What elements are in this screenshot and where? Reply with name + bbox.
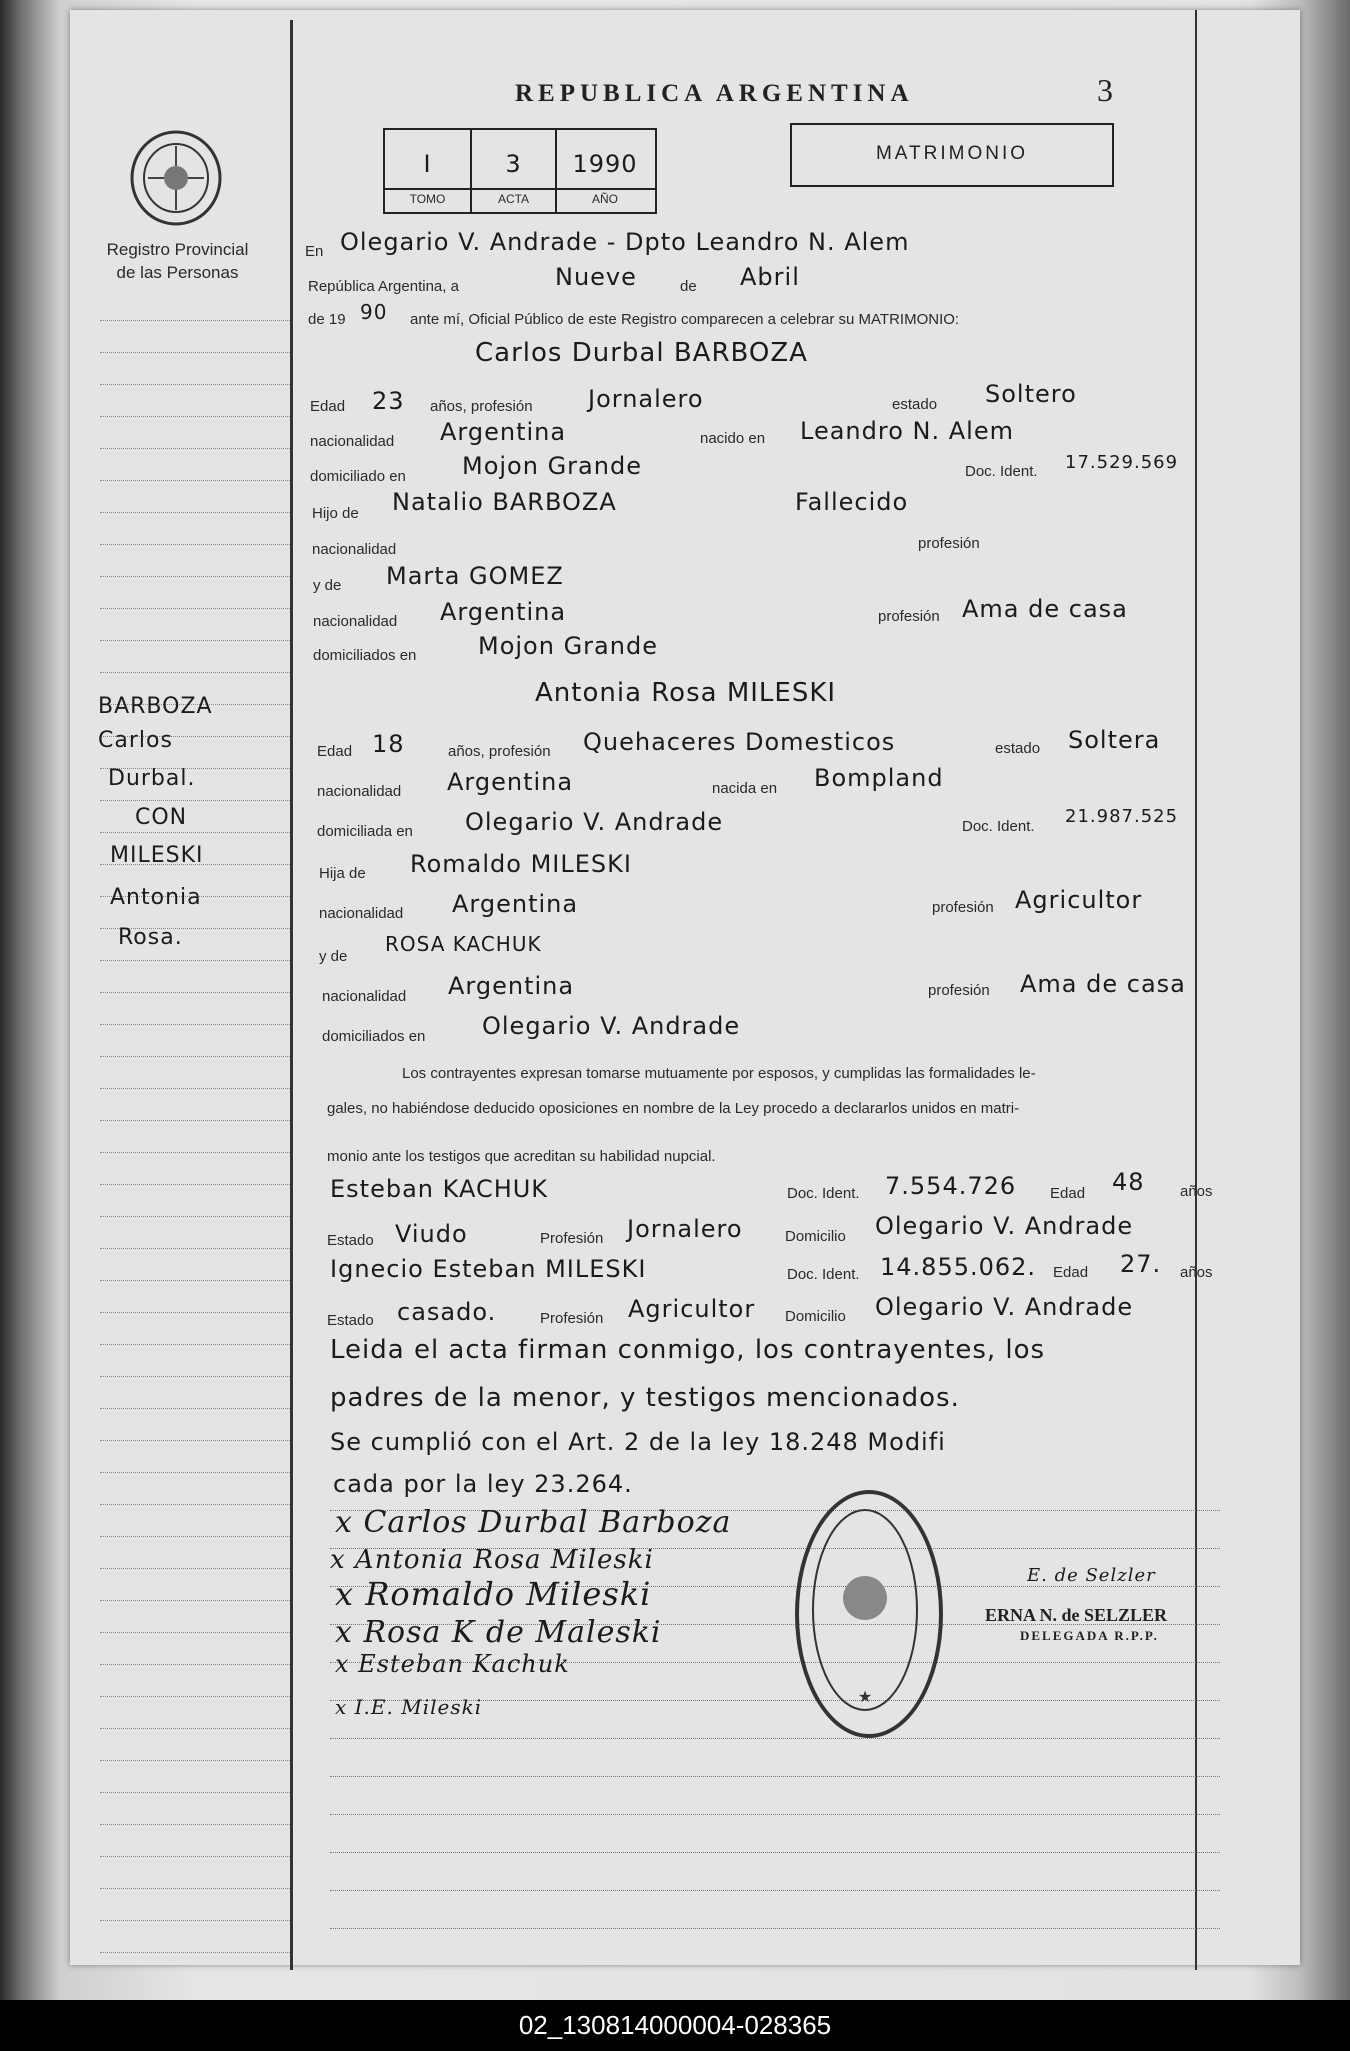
body-ruled-line bbox=[330, 1738, 1220, 1739]
bride-domiciliados-label: domiciliados en bbox=[322, 1028, 426, 1045]
margin-ruled-line bbox=[100, 1792, 290, 1793]
margin-ruled-line bbox=[100, 1280, 290, 1281]
margin-ruled-line bbox=[100, 672, 290, 673]
margin-note-6: Antonia bbox=[110, 885, 202, 910]
bride-father-profession: Agricultor bbox=[1015, 886, 1143, 914]
witness2-domicile: Olegario V. Andrade bbox=[875, 1293, 1134, 1321]
groom-estado: Soltero bbox=[985, 380, 1077, 408]
country-heading: REPUBLICA ARGENTINA bbox=[515, 80, 914, 107]
bride-profesion-label: años, profesión bbox=[448, 743, 551, 760]
witness2-age: 27. bbox=[1120, 1250, 1162, 1278]
margin-note-1: BARBOZA bbox=[98, 694, 213, 719]
margin-ruled-line bbox=[100, 1184, 290, 1185]
margin-ruled-line bbox=[100, 1216, 290, 1217]
bride-doc: 21.987.525 bbox=[1065, 806, 1179, 827]
intro-place: Olegario V. Andrade - Dpto Leandro N. Alem bbox=[340, 228, 910, 256]
witness1-profesion-label: Profesión bbox=[540, 1230, 604, 1247]
groom-estado-label: estado bbox=[892, 396, 938, 413]
bride-nationality: Argentina bbox=[447, 768, 574, 796]
margin-ruled-line bbox=[100, 832, 290, 833]
margin-ruled-line bbox=[100, 1056, 290, 1057]
bride-domiciliada-label: domiciliada en bbox=[317, 823, 413, 840]
en-label: En bbox=[305, 243, 324, 260]
bride-father-nationality: Argentina bbox=[452, 890, 579, 918]
groom-father-nacionalidad-label: nacionalidad bbox=[312, 541, 397, 558]
bride-father: Romaldo MILESKI bbox=[410, 850, 632, 878]
margin-ruled-line bbox=[100, 448, 290, 449]
republica-label: República Argentina, a bbox=[308, 278, 459, 295]
bride-yde-label: y de bbox=[319, 948, 348, 965]
margin-ruled-line bbox=[100, 1728, 290, 1729]
witness2-edad-label: Edad bbox=[1053, 1264, 1089, 1281]
witness2-profession: Agricultor bbox=[628, 1295, 756, 1323]
witness1-domicile: Olegario V. Andrade bbox=[875, 1212, 1134, 1240]
ano-value: 1990 bbox=[572, 150, 638, 178]
witness2-anos-label: años bbox=[1180, 1264, 1213, 1281]
witness2-domicilio-label: Domicilio bbox=[785, 1308, 846, 1325]
groom-nacionalidad-label: nacionalidad bbox=[310, 433, 395, 450]
closing-line1: Leida el acta firman conmigo, los contrayentes, los bbox=[330, 1335, 1046, 1365]
document-type: MATRIMONIO bbox=[875, 143, 1029, 164]
bride-mother: ROSA KACHUK bbox=[385, 932, 542, 956]
margin-ruled-line bbox=[100, 1152, 290, 1153]
bride-mother-profession: Ama de casa bbox=[1020, 970, 1186, 998]
closing-line2: padres de la menor, y testigos mencionados. bbox=[330, 1383, 960, 1413]
witness2-estado: casado. bbox=[397, 1298, 497, 1326]
official-signature: E. de Selzler bbox=[1027, 1565, 1156, 1586]
official-stamp-icon bbox=[795, 1490, 943, 1738]
margin-ruled-line bbox=[100, 1536, 290, 1537]
witness1-name: Esteban KACHUK bbox=[330, 1175, 549, 1203]
bride-age: 18 bbox=[372, 730, 405, 758]
official-title: DELEGADA R.P.P. bbox=[1020, 1628, 1159, 1643]
bride-edad-label: Edad bbox=[317, 743, 353, 760]
intro-day: Nueve bbox=[555, 263, 637, 291]
margin-ruled-line bbox=[100, 1824, 290, 1825]
declaration-line1: Los contrayentes expresan tomarse mutuamente por esposos, y cumplidas las formalidades le- bbox=[402, 1065, 1036, 1082]
groom-mother: Marta GOMEZ bbox=[386, 562, 564, 590]
witness1-domicilio-label: Domicilio bbox=[785, 1228, 846, 1245]
bride-name: Antonia Rosa MILESKI bbox=[535, 678, 837, 708]
bride-parents-domicile: Olegario V. Andrade bbox=[482, 1012, 741, 1040]
bride-profession: Quehaceres Domesticos bbox=[583, 728, 896, 756]
body-ruled-line bbox=[330, 1776, 1220, 1777]
groom-birthplace: Leandro N. Alem bbox=[800, 417, 1014, 445]
bride-mother-profesion-label: profesión bbox=[928, 982, 990, 999]
margin-ruled-line bbox=[100, 1440, 290, 1441]
intro-month: Abril bbox=[740, 263, 800, 291]
witness1-estado-label: Estado bbox=[327, 1232, 374, 1249]
margin-ruled-line bbox=[100, 800, 290, 801]
registry-seal-icon bbox=[128, 128, 224, 228]
intro-text: ante mí, Oficial Público de este Registro comparecen a celebrar su MATRIMONIO: bbox=[410, 311, 960, 328]
svg-text:★: ★ bbox=[857, 1689, 873, 1706]
signature-groom: x Carlos Durbal Barboza bbox=[335, 1505, 732, 1540]
margin-note-7: Rosa. bbox=[118, 925, 183, 950]
witness1-profession: Jornalero bbox=[627, 1215, 743, 1243]
margin-ruled-line bbox=[100, 1888, 290, 1889]
bride-mother-nacionalidad-label: nacionalidad bbox=[322, 988, 407, 1005]
bride-father-profesion-label: profesión bbox=[932, 899, 994, 916]
margin-ruled-line bbox=[100, 1856, 290, 1857]
witness1-anos-label: años bbox=[1180, 1183, 1213, 1200]
witness2-doc: 14.855.062. bbox=[880, 1253, 1037, 1281]
bride-estado: Soltera bbox=[1068, 726, 1161, 754]
margin-ruled-line bbox=[100, 1952, 290, 1953]
bride-domicile: Olegario V. Andrade bbox=[465, 808, 724, 836]
margin-ruled-line bbox=[100, 1664, 290, 1665]
margin-ruled-line bbox=[100, 1504, 290, 1505]
margin-ruled-line bbox=[100, 544, 290, 545]
groom-father-profesion-label: profesión bbox=[918, 535, 980, 552]
groom-nacido-label: nacido en bbox=[700, 430, 766, 447]
bride-mother-nationality: Argentina bbox=[448, 972, 575, 1000]
margin-ruled-line bbox=[100, 1088, 290, 1089]
bride-nacida-label: nacida en bbox=[712, 780, 778, 797]
margin-note-3: Durbal. bbox=[108, 766, 196, 791]
groom-domiciliados-label: domiciliados en bbox=[313, 647, 417, 664]
groom-parents-domicile: Mojon Grande bbox=[478, 632, 658, 660]
margin-ruled-line bbox=[100, 320, 290, 321]
groom-name: Carlos Durbal BARBOZA bbox=[475, 338, 808, 368]
witness2-name: Ignecio Esteban MILESKI bbox=[330, 1255, 647, 1283]
margin-ruled-line bbox=[100, 1920, 290, 1921]
margin-ruled-line bbox=[100, 1568, 290, 1569]
margin-rule bbox=[290, 20, 293, 1970]
margin-ruled-line bbox=[100, 1120, 290, 1121]
groom-edad-label: Edad bbox=[310, 398, 346, 415]
groom-doc: 17.529.569 bbox=[1065, 452, 1179, 473]
witness1-age: 48 bbox=[1112, 1168, 1145, 1196]
margin-note-4: CON bbox=[135, 805, 188, 830]
bride-nacionalidad-label: nacionalidad bbox=[317, 783, 402, 800]
margin-ruled-line bbox=[100, 480, 290, 481]
body-ruled-line bbox=[330, 1814, 1220, 1815]
margin-ruled-line bbox=[100, 384, 290, 385]
body-ruled-line bbox=[330, 1890, 1220, 1891]
margin-ruled-line bbox=[100, 608, 290, 609]
bride-birthplace: Bompland bbox=[814, 764, 944, 792]
margin-ruled-line bbox=[100, 416, 290, 417]
groom-hijo-label: Hijo de bbox=[312, 505, 359, 522]
margin-ruled-line bbox=[100, 1696, 290, 1697]
tomo-value: I bbox=[423, 150, 432, 178]
groom-mother-profesion-label: profesión bbox=[878, 608, 940, 625]
margin-ruled-line bbox=[100, 640, 290, 641]
margin-ruled-line bbox=[100, 1344, 290, 1345]
margin-ruled-line bbox=[100, 512, 290, 513]
groom-profesion-label: años, profesión bbox=[430, 398, 533, 415]
closing-line3: Se cumplió con el Art. 2 de la ley 18.248 Modifi bbox=[330, 1428, 946, 1456]
margin-ruled-line bbox=[100, 352, 290, 353]
margin-ruled-line bbox=[100, 1760, 290, 1761]
signature-witness1: x Esteban Kachuk bbox=[335, 1650, 570, 1678]
groom-profession: Jornalero bbox=[588, 385, 704, 413]
closing-line4: cada por la ley 23.264. bbox=[333, 1470, 633, 1498]
margin-note-2: Carlos bbox=[98, 728, 173, 753]
margin-ruled-line bbox=[100, 1408, 290, 1409]
year-prefix: de 19 bbox=[308, 311, 346, 328]
groom-father: Natalio BARBOZA bbox=[392, 488, 617, 516]
scan-footer-id: 02_130814000004-028365 bbox=[0, 2000, 1350, 2051]
declaration-line2: gales, no habiéndose deducido oposiciones en nombre de la Ley procedo a declararlos unidos en matri- bbox=[327, 1100, 1020, 1117]
signature-bride-father: x Romaldo Mileski bbox=[335, 1575, 652, 1613]
de-label: de bbox=[680, 278, 697, 295]
bride-estado-label: estado bbox=[995, 740, 1041, 757]
groom-mother-nationality: Argentina bbox=[440, 598, 567, 626]
page-number: 3 bbox=[1097, 72, 1113, 108]
groom-age: 23 bbox=[372, 387, 405, 415]
witness1-doc: 7.554.726 bbox=[885, 1172, 1017, 1200]
registry-name-line1: Registro Provincial bbox=[106, 240, 249, 259]
right-rule bbox=[1195, 10, 1197, 1970]
margin-ruled-line bbox=[100, 1024, 290, 1025]
witness2-doc-label: Doc. Ident. bbox=[787, 1266, 860, 1283]
groom-yde-label: y de bbox=[313, 577, 342, 594]
margin-ruled-line bbox=[100, 1248, 290, 1249]
acta-value: 3 bbox=[505, 150, 522, 178]
margin-ruled-line bbox=[100, 1472, 290, 1473]
signature-bride: x Antonia Rosa Mileski bbox=[330, 1545, 654, 1575]
signature-witness2: x I.E. Mileski bbox=[335, 1695, 483, 1719]
margin-note-5: MILESKI bbox=[110, 843, 204, 868]
ano-label: AÑO bbox=[591, 192, 618, 206]
body-ruled-line bbox=[330, 1852, 1220, 1853]
signature-bride-mother: x Rosa K de Maleski bbox=[335, 1615, 662, 1650]
margin-ruled-line bbox=[100, 960, 290, 961]
margin-ruled-line bbox=[100, 576, 290, 577]
groom-mother-nacionalidad-label: nacionalidad bbox=[313, 613, 398, 630]
bride-doc-label: Doc. Ident. bbox=[962, 818, 1035, 835]
tomo-label: TOMO bbox=[409, 192, 446, 206]
bride-hija-label: Hija de bbox=[319, 865, 366, 882]
witness2-profesion-label: Profesión bbox=[540, 1310, 604, 1327]
groom-domicile: Mojon Grande bbox=[462, 452, 642, 480]
registry-name-line2: de las Personas bbox=[116, 263, 239, 282]
groom-nationality: Argentina bbox=[440, 418, 567, 446]
margin-ruled-line bbox=[100, 992, 290, 993]
declaration-line3: monio ante los testigos que acreditan su habilidad nupcial. bbox=[327, 1148, 716, 1165]
groom-father-status: Fallecido bbox=[795, 488, 909, 516]
official-name: ERNA N. de SELZLER bbox=[985, 1605, 1168, 1625]
body-ruled-line bbox=[330, 1928, 1220, 1929]
witness1-doc-label: Doc. Ident. bbox=[787, 1185, 860, 1202]
groom-domiciliado-label: domiciliado en bbox=[310, 468, 406, 485]
witness1-edad-label: Edad bbox=[1050, 1185, 1086, 1202]
year-suffix: 90 bbox=[360, 300, 388, 324]
groom-mother-profession: Ama de casa bbox=[962, 595, 1128, 623]
acta-label: ACTA bbox=[497, 192, 530, 206]
groom-doc-label: Doc. Ident. bbox=[965, 463, 1038, 480]
witness1-estado: Viudo bbox=[395, 1220, 468, 1248]
margin-ruled-line bbox=[100, 1632, 290, 1633]
witness2-estado-label: Estado bbox=[327, 1312, 374, 1329]
bride-father-nacionalidad-label: nacionalidad bbox=[319, 905, 404, 922]
margin-ruled-line bbox=[100, 1376, 290, 1377]
margin-ruled-line bbox=[100, 1312, 290, 1313]
margin-ruled-line bbox=[100, 1600, 290, 1601]
